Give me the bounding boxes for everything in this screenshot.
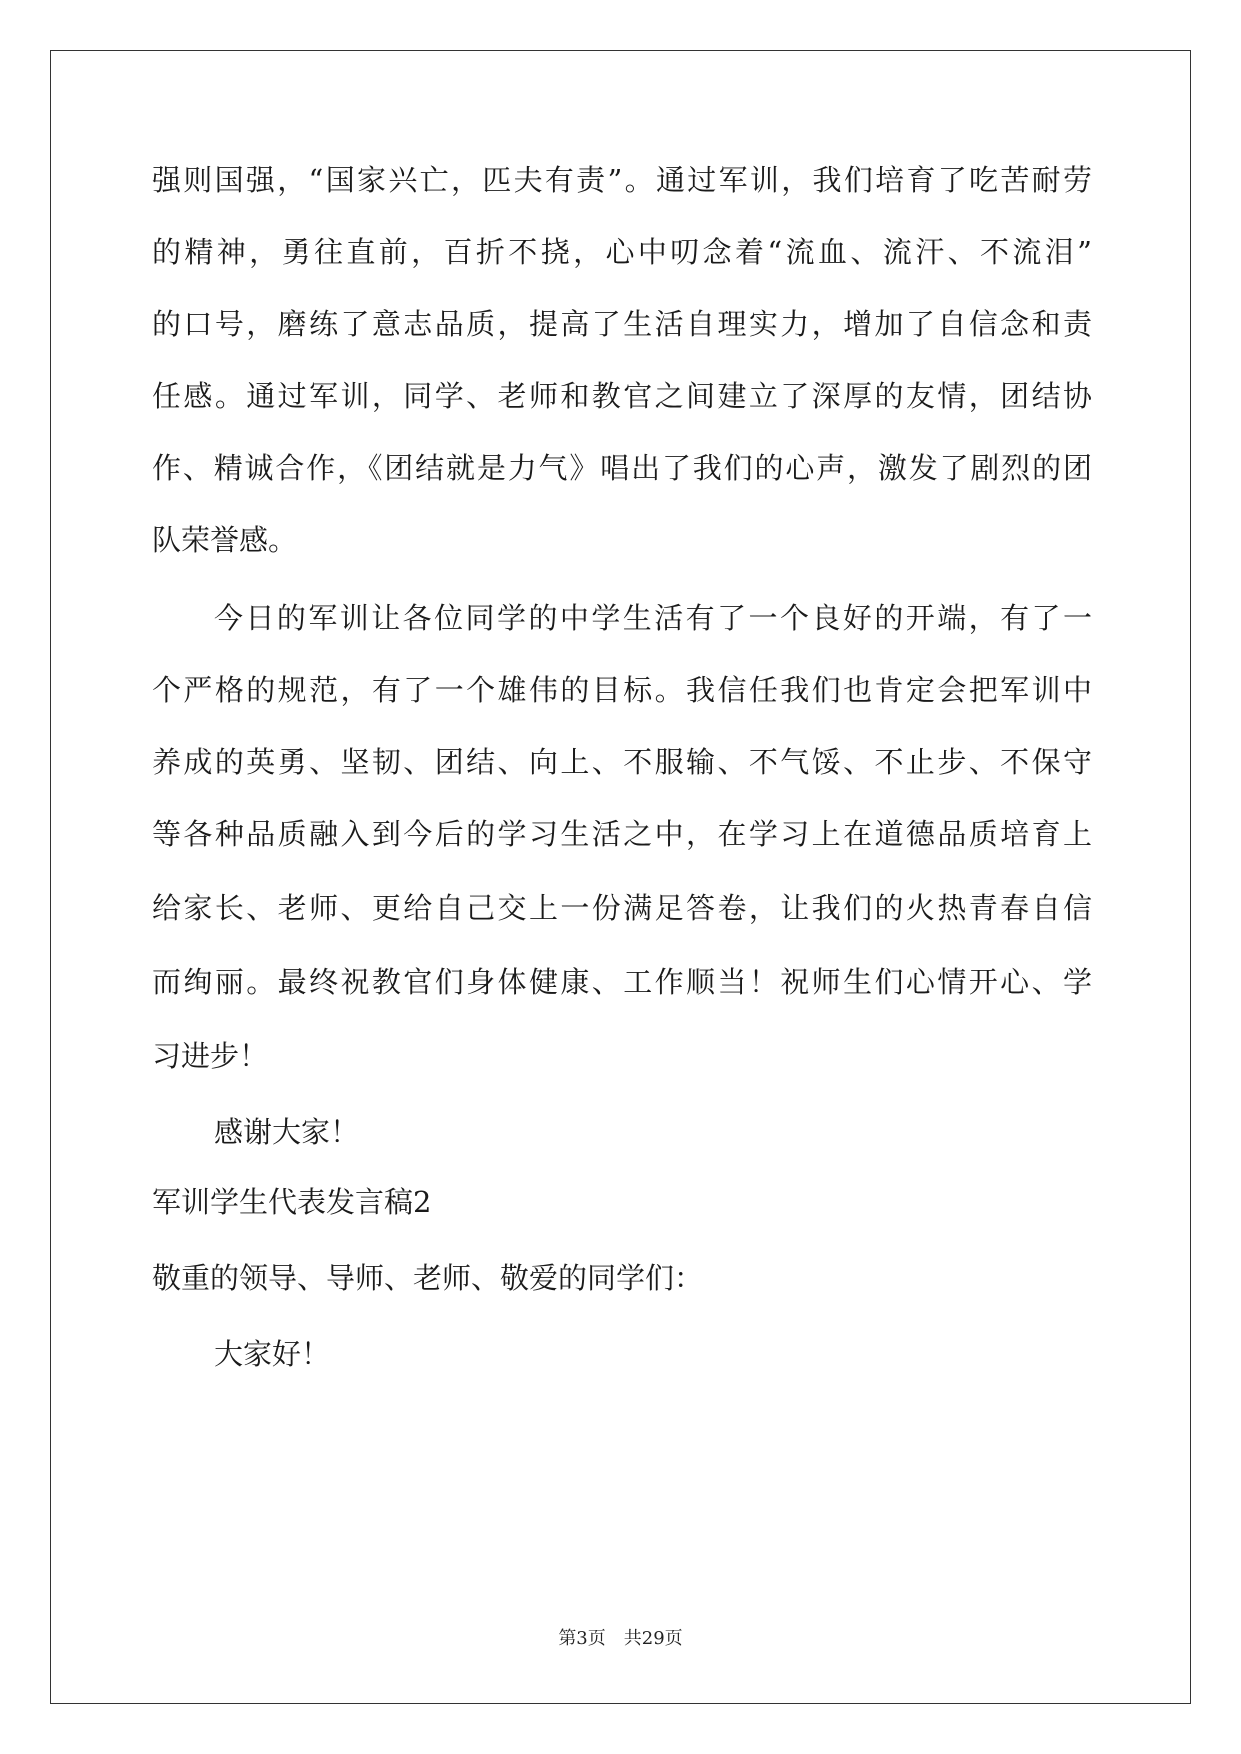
- paragraph-2-line-3: 养成的英勇、坚韧、团结、向上、不服输、不气馁、不止步、不保守: [152, 745, 1092, 779]
- greeting: 大家好！: [214, 1337, 331, 1371]
- page-number-footer: 第3页 共29页: [558, 1628, 683, 1649]
- paragraph-2-line-7: 习进步！: [152, 1039, 269, 1073]
- paragraph-1-line-3: 的口号，磨练了意志品质，提高了生活自理实力，增加了自信念和责: [152, 307, 1092, 341]
- section-title: 军训学生代表发言稿2: [152, 1185, 432, 1219]
- thanks-line: 感谢大家！: [214, 1115, 360, 1149]
- paragraph-1-line-6: 队荣誉感。: [152, 523, 298, 557]
- paragraph-1-line-1: 强则国强，“国家兴亡，匹夫有责”。通过军训，我们培育了吃苦耐劳: [152, 163, 1092, 197]
- salutation: 敬重的领导、导师、老师、敬爱的同学们：: [152, 1261, 704, 1295]
- paragraph-1-line-5: 作、精诚合作，《团结就是力气》唱出了我们的心声，激发了剧烈的团: [152, 451, 1092, 485]
- page-border: [50, 50, 1191, 1704]
- paragraph-1-line-2: 的精神，勇往直前，百折不挠，心中叨念着“流血、流汗、不流泪”: [152, 235, 1092, 269]
- paragraph-2-line-2: 个严格的规范，有了一个雄伟的目标。我信任我们也肯定会把军训中: [152, 673, 1092, 707]
- paragraph-2-line-6: 而绚丽。最终祝教官们身体健康、工作顺当！祝师生们心情开心、学: [152, 965, 1092, 999]
- paragraph-2-line-4: 等各种品质融入到今后的学习生活之中，在学习上在道德品质培育上: [152, 817, 1092, 851]
- paragraph-1-line-4: 任感。通过军训，同学、老师和教官之间建立了深厚的友情，团结协: [152, 379, 1092, 413]
- paragraph-2-line-5: 给家长、老师、更给自己交上一份满足答卷，让我们的火热青春自信: [152, 891, 1092, 925]
- paragraph-2-line-1: 今日的军训让各位同学的中学生活有了一个良好的开端，有了一: [214, 601, 1092, 635]
